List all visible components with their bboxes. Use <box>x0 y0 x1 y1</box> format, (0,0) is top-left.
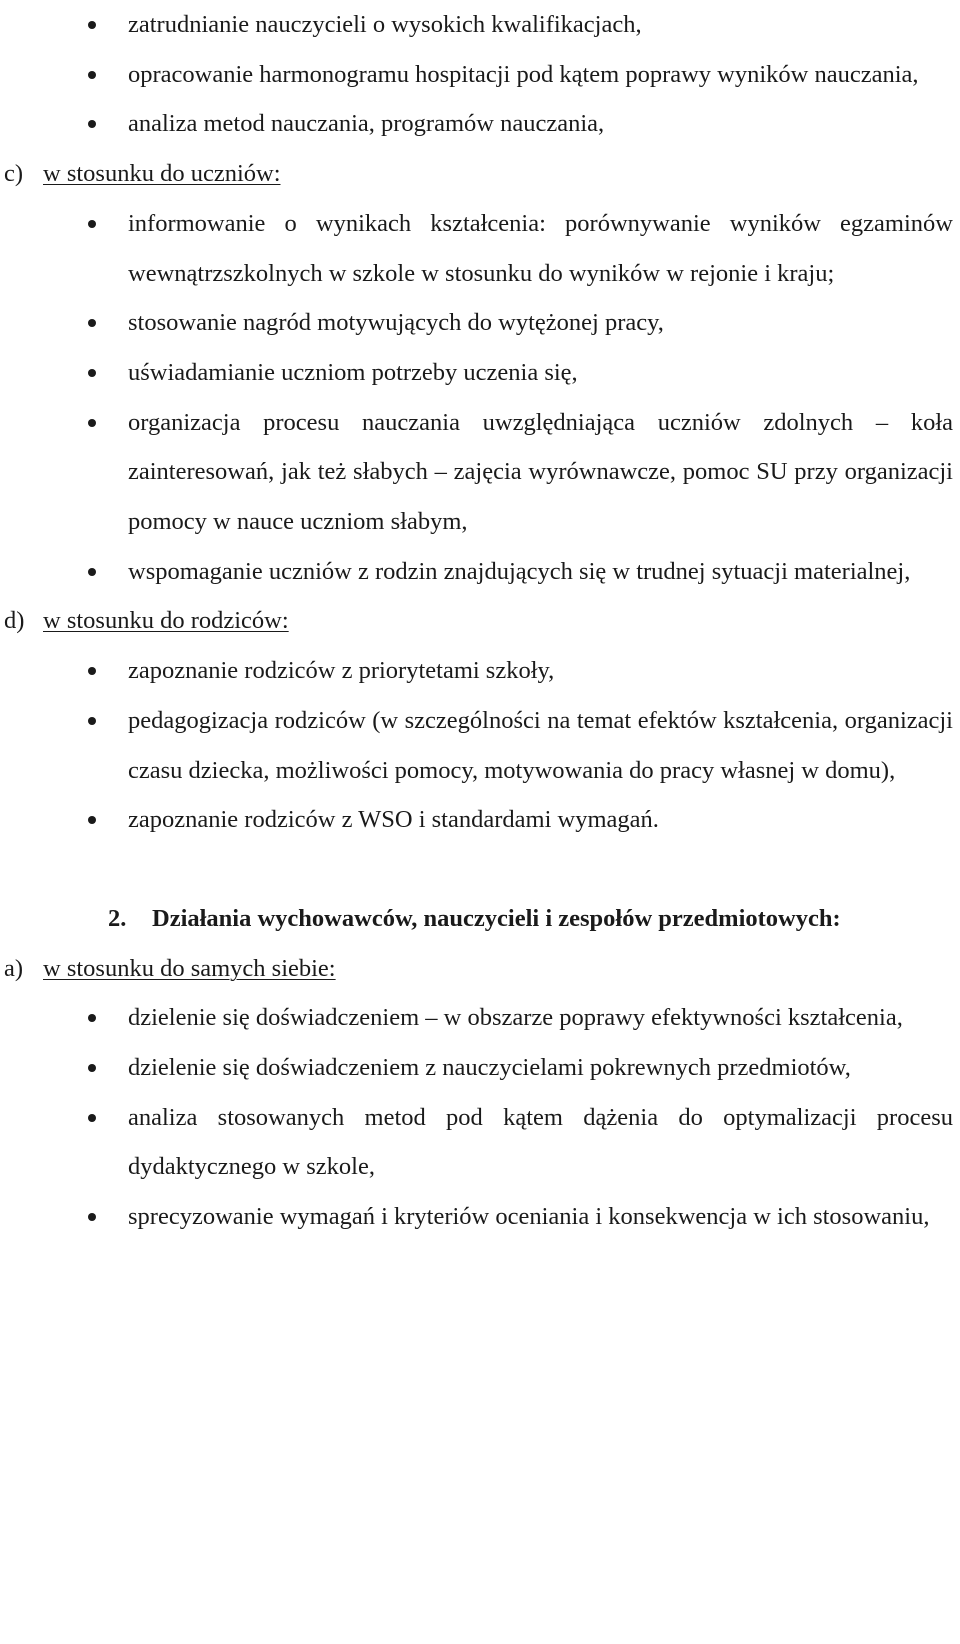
list-item-text: analiza stosowanych metod pod kątem dążenia do optymalizacji procesu dydaktycznego w szkole, <box>128 1103 953 1181</box>
bullet-icon <box>88 1114 96 1122</box>
list-item <box>128 1043 953 1093</box>
list-item-text: dzielenie się doświadczeniem – w obszarze poprawy efektywności kształcenia, <box>128 1004 903 1032</box>
bullet-icon <box>88 816 96 824</box>
list-item-text: wspomaganie uczniów z rodzin znajdujących się w trudnej sytuacji materialnej, <box>128 557 911 585</box>
bullet-icon <box>88 717 96 725</box>
bullet-icon <box>88 369 96 377</box>
list-item <box>128 50 953 100</box>
bullet-icon <box>88 21 96 29</box>
section-label: w stosunku do rodziców: <box>43 607 289 635</box>
list-item-text: zapoznanie rodziców z priorytetami szkoły, <box>128 657 555 685</box>
list-item <box>128 696 953 795</box>
bullet-icon <box>88 1213 96 1221</box>
paragraph-spacer <box>0 845 960 894</box>
list-item <box>128 199 953 298</box>
bullet-icon <box>88 667 96 675</box>
section-header-d <box>4 596 960 646</box>
list-item <box>128 99 953 149</box>
list-item-text: stosowanie nagród motywujących do wytężonej pracy, <box>128 309 664 337</box>
list-item-text: pedagogizacja rodziców (w szczególności na temat efektów kształcenia, organizacji czasu dziecka, możliwości pomocy, motywowania do pracy własnej w domu), <box>128 706 953 784</box>
bullet-icon <box>88 1014 96 1022</box>
list-item <box>128 298 953 348</box>
section-marker: c) <box>4 160 24 188</box>
list-item-text: zapoznanie rodziców z WSO i standardami wymagań. <box>128 806 659 834</box>
bullet-icon <box>88 568 96 576</box>
list-item <box>128 348 953 398</box>
section-marker: d) <box>4 607 25 635</box>
list-item <box>128 1093 953 1192</box>
list-item-text: dzielenie się doświadczeniem z nauczycielami pokrewnych przedmiotów, <box>128 1054 851 1082</box>
bullet-icon <box>88 1064 96 1072</box>
bullet-icon <box>88 319 96 327</box>
bullet-icon <box>88 220 96 228</box>
section-header-c <box>4 149 960 199</box>
list-item <box>128 646 953 696</box>
list-item-text: informowanie o wynikach kształcenia: porównywanie wyników egzaminów wewnątrzszkolnych w szkole w stosunku do wyników w rejonie i kraju; <box>128 209 953 287</box>
section-label: w stosunku do samych siebie: <box>43 954 336 982</box>
heading-number: 2. <box>108 904 127 932</box>
bullet-icon <box>88 419 96 427</box>
list-item <box>128 0 953 50</box>
list-item-text: uświadamianie uczniom potrzeby uczenia się, <box>128 358 578 386</box>
list-item <box>128 547 953 597</box>
list-item-text: analiza metod nauczania, programów nauczania, <box>128 110 605 138</box>
bullet-icon <box>88 71 96 79</box>
list-item-text: zatrudnianie nauczycieli o wysokich kwalifikacjach, <box>128 11 642 38</box>
list-item-text: sprecyzowanie wymagań i kryteriów oceniania i konsekwencja w ich stosowaniu, <box>128 1203 930 1231</box>
section-label: w stosunku do uczniów: <box>43 160 281 188</box>
section-marker: a) <box>4 954 24 982</box>
section-header-a <box>4 944 960 994</box>
list-item <box>128 795 953 845</box>
list-item-text: opracowanie harmonogramu hospitacji pod kątem poprawy wyników nauczania, <box>128 60 919 88</box>
heading-text: Działania wychowawców, nauczycieli i zespołów przedmiotowych: <box>152 904 841 932</box>
list-item <box>128 398 953 547</box>
bullet-icon <box>88 120 96 128</box>
list-item <box>128 1192 953 1242</box>
list-item <box>128 993 953 1043</box>
section-heading <box>108 894 953 944</box>
list-item-text: organizacja procesu nauczania uwzględniająca uczniów zdolnych – koła zainteresowań, jak też słabych – zajęcia wyrównawcze, pomoc SU przy organizacji pomocy w nauce uczniom słabym, <box>128 408 953 536</box>
